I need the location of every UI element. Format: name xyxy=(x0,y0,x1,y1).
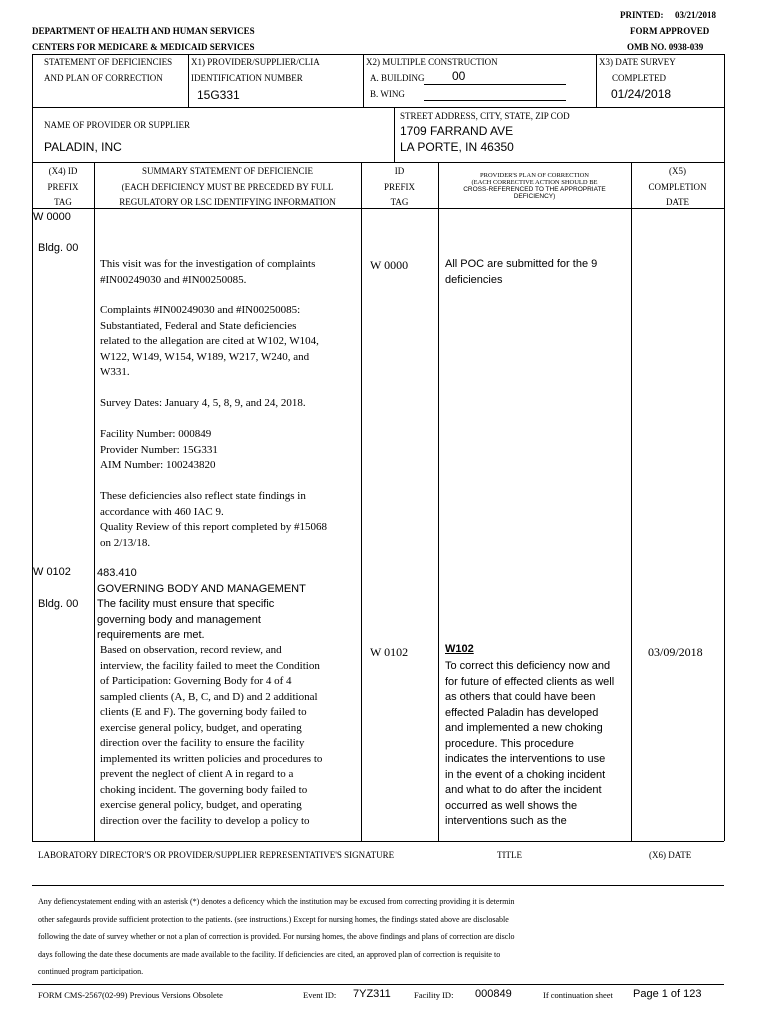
id-prefix-label: PREFIX xyxy=(383,182,415,192)
summary-note-label: (EACH DEFICIENCY MUST BE PRECEDED BY FULL xyxy=(121,182,334,192)
provider-number-value: 15G331 xyxy=(197,88,240,102)
title-label: TITLE xyxy=(497,850,522,860)
printed-label: PRINTED: xyxy=(620,10,664,20)
department-title: DEPARTMENT OF HEALTH AND HUMAN SERVICES xyxy=(32,26,255,36)
signature-label: LABORATORY DIRECTOR'S OR PROVIDER/SUPPLIER REPRESENTATIVE'S SIGNATURE xyxy=(38,850,395,860)
x4-id-label: (X4) ID xyxy=(48,166,78,176)
facility-id-value: 000849 xyxy=(475,988,512,1000)
summary-complaints: Complaints #IN00249030 and #IN00250085: Substantiated, Federal and State deficiencies related to the allegation are cited at W102, W104, W122, W149, W154, W189, W217, W240, and W331. xyxy=(100,304,319,378)
statement-label: STATEMENT OF DEFICIENCIES xyxy=(44,57,173,67)
event-id-value: 7YZ311 xyxy=(353,988,391,1000)
poc-w102-title: W102 xyxy=(445,643,474,655)
id-label: ID xyxy=(394,166,405,176)
summary-governing-body: Based on observation, record review, and interview, the facility failed to meet the Condition of Participation: Governing Body for 4 of 4 sampled clients (A, B, C, and D) and 2 additional clients (E and F). The governing body failed to exercise general policy, budget, and operating direction over the facility to ensure the facility implemented its written policies and procedures to prevent the neglect of client A in regard to a choking incident. The governing body failed to exercise general policy, budget, and operating direction over the facility to develop a policy to xyxy=(100,644,323,827)
building-tag-1: Bldg. 00 xyxy=(38,242,79,254)
survey-date-value: 01/24/2018 xyxy=(611,87,672,101)
summary-facility-info: Facility Number: 000849 Provider Number: 15G331 AIM Number: 100243820 xyxy=(100,428,218,471)
prefix-tag-w0000: W 0000 xyxy=(33,211,71,223)
form-approved: FORM APPROVED xyxy=(630,26,710,36)
centers-title: CENTERS FOR MEDICARE & MEDICAID SERVICES xyxy=(32,42,255,52)
signature-date-label: (X6) DATE xyxy=(649,850,692,860)
id-tag-w0000: W 0000 xyxy=(370,258,409,272)
building-label: A. BUILDING xyxy=(370,73,425,83)
completed-label: COMPLETED xyxy=(612,73,666,83)
x4-prefix-label: PREFIX xyxy=(47,182,79,192)
poc-w102-text: To correct this deficiency now and for future of effected clients as well as others that could have been effected Paladin has developed and implemented a new choking procedure. This procedure indicates the interventions to use in the event of a choking incident and what to do after the incident occurred as well shows the interventions such as the xyxy=(445,660,615,827)
date-survey-label: X3) DATE SURVEY xyxy=(599,57,676,67)
identification-number-label: IDENTIFICATION NUMBER xyxy=(191,73,303,83)
omb-number: OMB NO. 0938-039 xyxy=(627,42,704,52)
prefix-tag-w0102: W 0102 xyxy=(33,566,71,578)
plan-label: AND PLAN OF CORRECTION xyxy=(44,73,163,83)
summary-statement-label: SUMMARY STATEMENT OF DEFICIENCIE xyxy=(141,166,314,176)
address-line-1: 1709 FARRAND AVE xyxy=(400,124,514,138)
provider-clia-label: X1) PROVIDER/SUPPLIER/CLIA xyxy=(191,57,320,67)
completion-date-w0102: 03/09/2018 xyxy=(648,645,703,659)
provider-name-value: PALADIN, INC xyxy=(44,140,122,154)
regulation-text: 483.410 GOVERNING BODY AND MANAGEMENT The facility must ensure that specific governing body and management requirements are met. xyxy=(97,567,306,641)
summary-intro: This visit was for the investigation of complaints #IN00249030 and #IN00250085. xyxy=(100,258,316,286)
event-id-label: Event ID: xyxy=(303,990,337,1000)
id-tag-label: TAG xyxy=(390,197,409,207)
page-number: Page 1 of 123 xyxy=(633,988,702,1000)
date-label: DATE xyxy=(666,197,689,207)
id-tag-w0102: W 0102 xyxy=(370,645,409,659)
plan-of-correction-label: PROVIDER'S PLAN OF CORRECTION (EACH CORRECTIVE ACTION SHOULD BE CROSS-REFERENCED TO THE APPROPRIATE DEFICIENCY) xyxy=(463,172,606,200)
continuation-label: If continuation sheet xyxy=(543,990,613,1000)
wing-label: B. WING xyxy=(370,89,405,99)
address-line-2: LA PORTE, IN 46350 xyxy=(400,140,514,154)
address-label: STREET ADDRESS, CITY, STATE, ZIP COD xyxy=(400,111,570,121)
summary-survey-dates: Survey Dates: January 4, 5, 8, 9, and 24, 2018. xyxy=(100,397,306,409)
poc-all-submitted: All POC are submitted for the 9 deficiencies xyxy=(445,258,598,286)
form-number: FORM CMS-2567(02-99) Previous Versions Obsolete xyxy=(38,990,223,1000)
disclaimer-text: Any defiencystatement ending with an asterisk (*) denotes a deficency which the institution may be excused from correcting providing it is determin other safegaurds provide sufficient protection to the patients. (see instructions.) Except for nursing homes, the findings stated above are disclosable following the date of survey whether or not a plan of correction is provided. For nursing homes, the above findings and plans of correction are disclo days following the date these documents are made available to the facility. If deficiencies are cited, an approved plan of correction is requisite to continued program participation. xyxy=(38,897,515,976)
completion-label: COMPLETION xyxy=(648,182,707,192)
summary-regulatory-label: REGULATORY OR LSC IDENTIFYING INFORMATION xyxy=(119,197,336,207)
x5-label: (X5) xyxy=(669,166,686,176)
building-value: 00 xyxy=(452,69,466,83)
provider-name-label: NAME OF PROVIDER OR SUPPLIER xyxy=(44,120,191,130)
facility-id-label: Facility ID: xyxy=(414,990,454,1000)
printed-date: 03/21/2018 xyxy=(675,10,717,20)
multiple-construction-label: X2) MULTIPLE CONSTRUCTION xyxy=(366,57,498,67)
building-tag-2: Bldg. 00 xyxy=(38,598,79,610)
x4-tag-label: TAG xyxy=(54,197,72,207)
summary-state-findings: These deficiencies also reflect state findings in accordance with 460 IAC 9. Quality Review of this report completed by #15068 on 2/13/18. xyxy=(100,490,327,549)
